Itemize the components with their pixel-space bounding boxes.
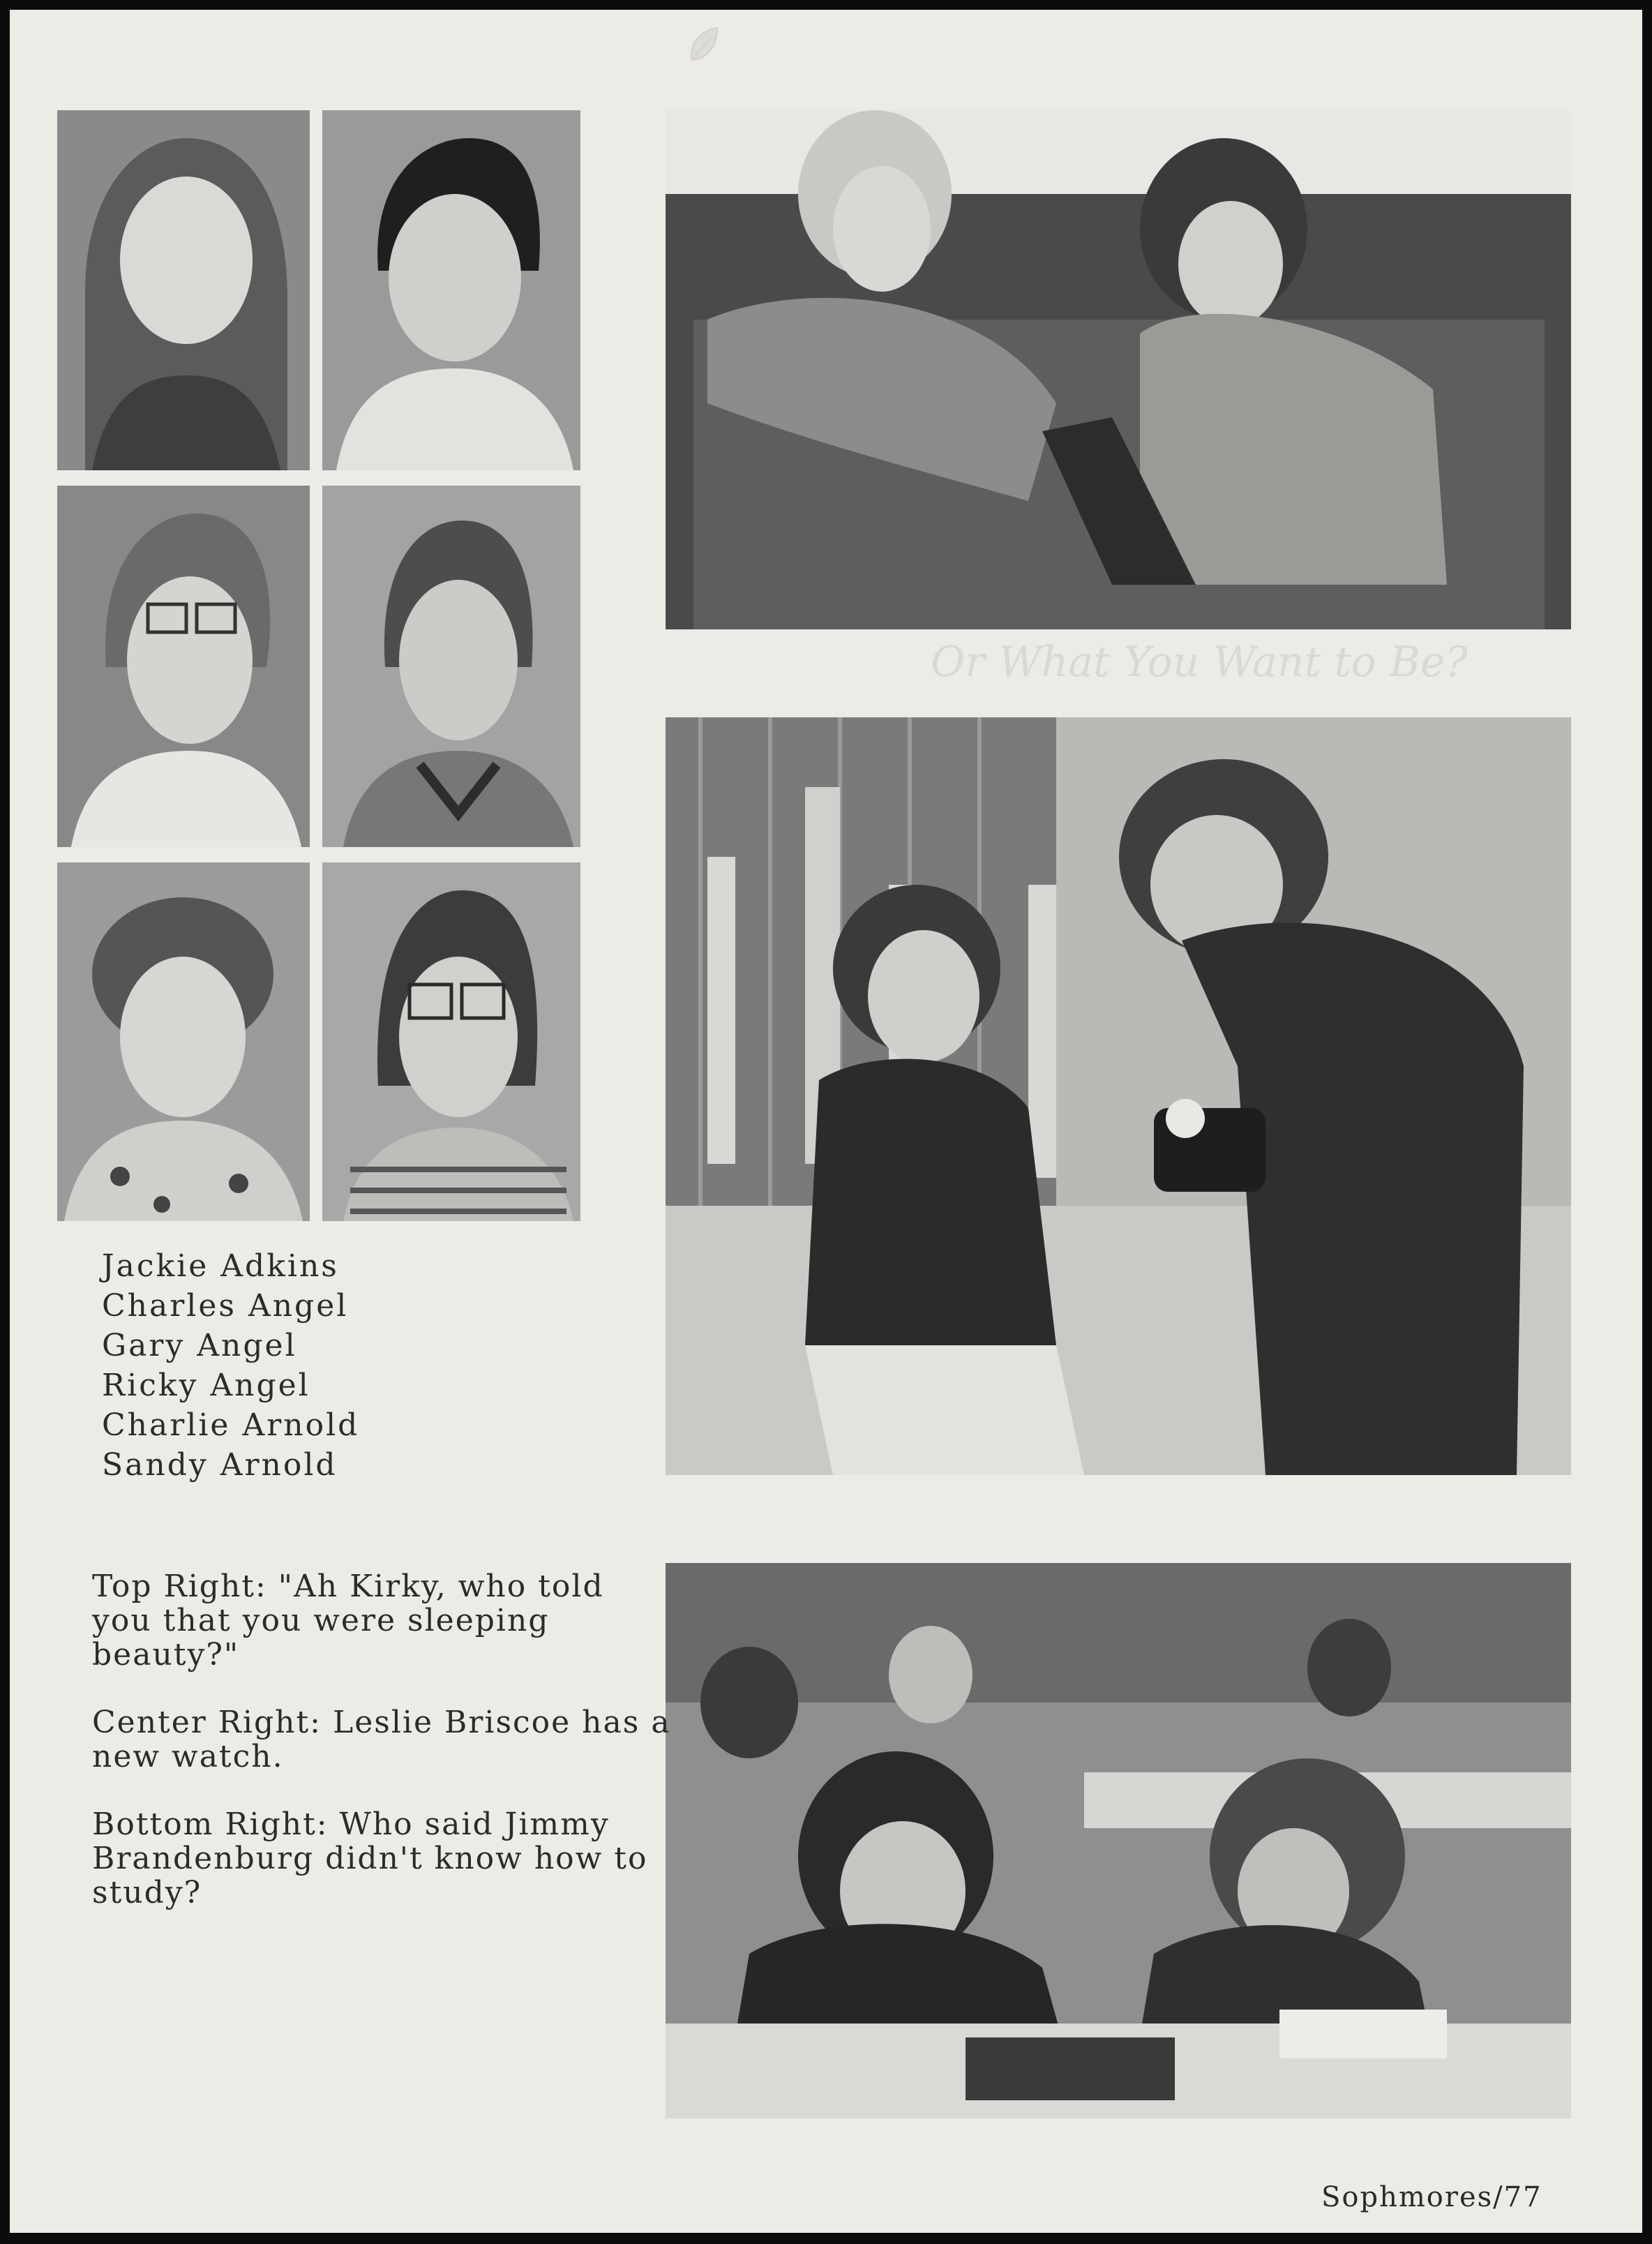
caption-text: "Ah Kirky, who told you that you were sleeping beauty?" xyxy=(92,1569,604,1673)
photo-captions xyxy=(92,1569,671,1943)
sophomore-names-list xyxy=(102,1246,359,1485)
caption-text: Who said Jimmy Brandenburg didn't know how to study? xyxy=(92,1807,648,1910)
portrait-photo-4 xyxy=(322,486,580,847)
portrait-photo-2 xyxy=(322,110,580,470)
student-name: Jackie Adkins xyxy=(102,1248,339,1284)
caption-text: Leslie Briscoe has a new watch. xyxy=(92,1705,671,1774)
student-name: Charles Angel xyxy=(102,1288,349,1324)
caption-bottom-right xyxy=(92,1807,671,1910)
student-name: Sandy Arnold xyxy=(102,1447,338,1483)
caption-label: Bottom Right: xyxy=(92,1807,329,1842)
portrait-photo-3 xyxy=(57,486,310,847)
photo-center-right xyxy=(666,717,1571,1475)
caption-label: Top Right: xyxy=(92,1569,267,1604)
portrait-photo-5 xyxy=(57,862,310,1221)
student-name: Charlie Arnold xyxy=(102,1407,360,1443)
photo-bottom-right xyxy=(666,1563,1571,2118)
page-footer: Sophmores/77 xyxy=(1321,2181,1542,2213)
caption-top-right xyxy=(92,1569,671,1672)
leaf-watermark-icon xyxy=(686,25,721,66)
background-headline: Or What You Want to Be? xyxy=(931,638,1468,687)
yearbook-page xyxy=(10,10,1642,2233)
photo-top-right xyxy=(666,110,1571,629)
student-name: Gary Angel xyxy=(102,1328,297,1363)
portrait-photo-6 xyxy=(322,862,580,1221)
caption-center-right xyxy=(92,1705,671,1774)
portrait-photo-1 xyxy=(57,110,310,470)
student-name: Ricky Angel xyxy=(102,1368,310,1403)
caption-label: Center Right: xyxy=(92,1705,322,1740)
